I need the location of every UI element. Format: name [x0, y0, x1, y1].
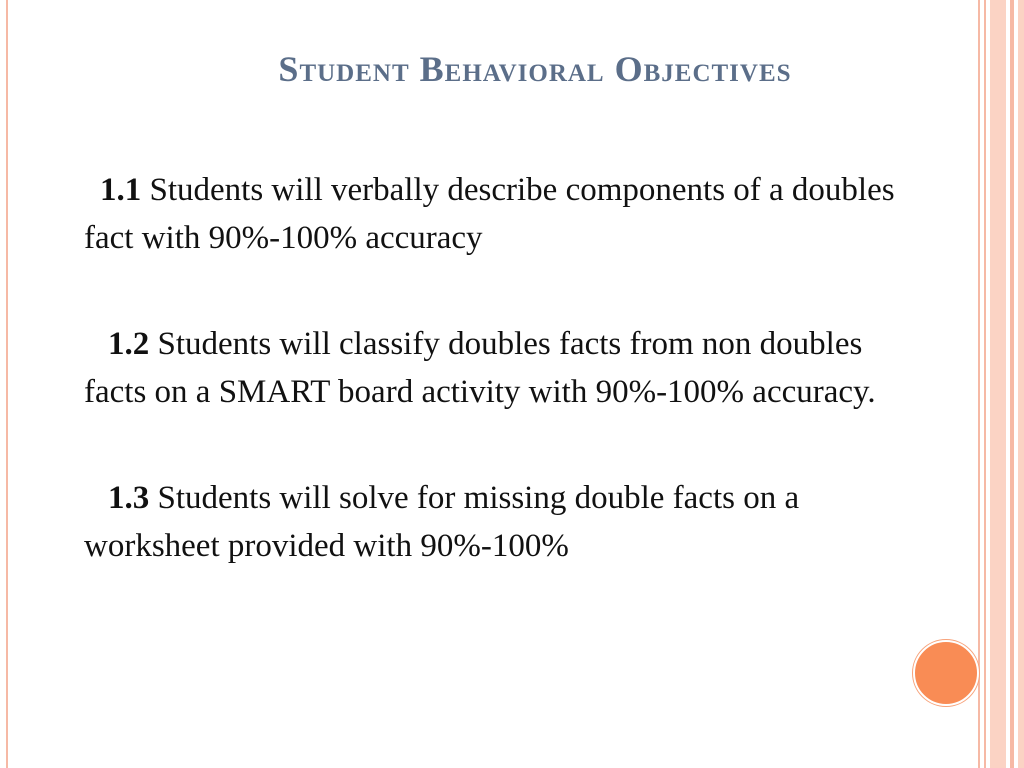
stripe — [1018, 0, 1024, 768]
slide-title: Student Behavioral Objectives — [278, 49, 792, 89]
objective-text: Students will solve for missing double facts on a worksheet provided with 90%-100% — [84, 480, 800, 564]
accent-circle-icon — [913, 640, 979, 706]
stripe — [990, 0, 1006, 768]
right-decorative-stripes — [978, 0, 1024, 768]
objective-number: 1.3 — [108, 480, 150, 516]
objective-item — [84, 320, 904, 416]
objective-number: 1.1 — [100, 172, 142, 208]
stripe — [1010, 0, 1014, 768]
objective-item — [84, 474, 904, 570]
left-border-line — [6, 0, 8, 768]
objectives-list — [84, 166, 904, 628]
objective-text: Students will verbally describe components of a doubles fact with 90%-100% accuracy — [84, 172, 895, 256]
objective-number: 1.2 — [108, 326, 150, 362]
stripe — [984, 0, 986, 768]
objective-item — [84, 166, 904, 262]
objective-text: Students will classify doubles facts from non doubles facts on a SMART board activity with 90%-100% accuracy. — [84, 326, 876, 410]
stripe — [978, 0, 980, 768]
